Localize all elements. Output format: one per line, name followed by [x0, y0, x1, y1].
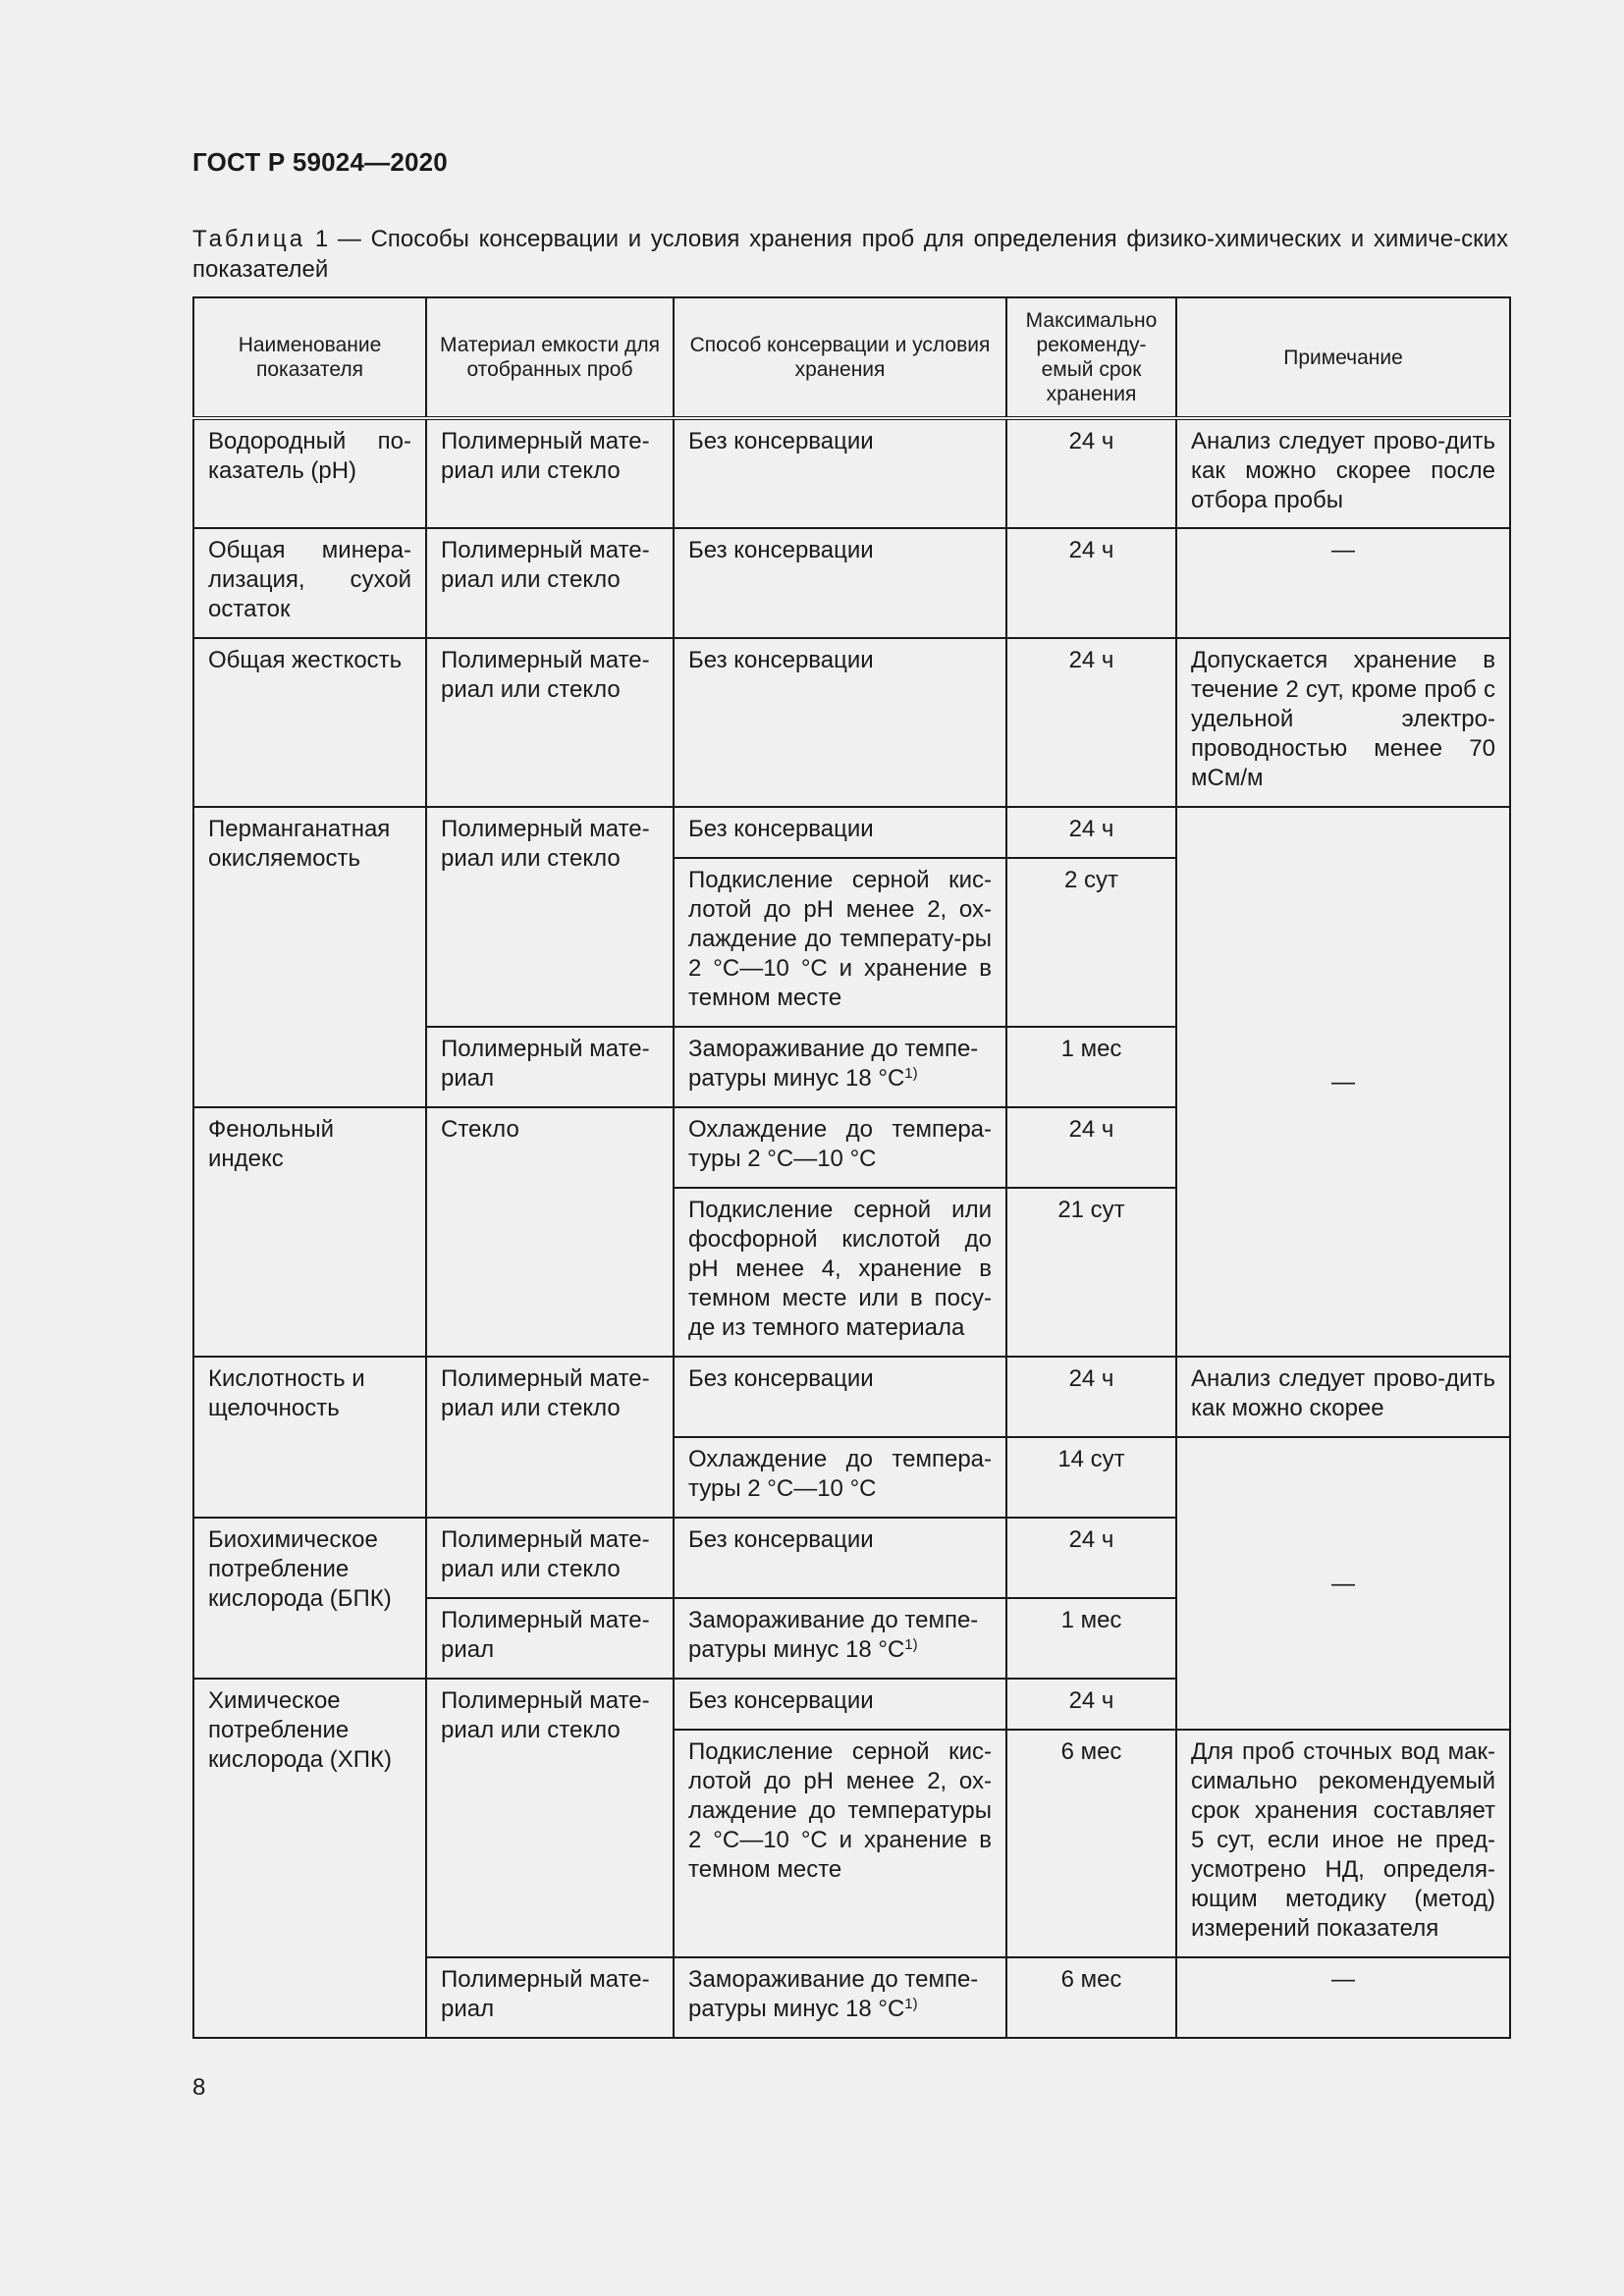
cell-material: Полимерный мате-риал: [426, 1957, 674, 2038]
column-header-method: Способ консервации и условия хранения: [674, 297, 1006, 418]
cell-method: Без консервации: [674, 528, 1006, 638]
cell-term: 24 ч: [1006, 1518, 1176, 1598]
cell-method-text: Замораживание до темпе-ратуры минус 18 °С: [688, 1036, 979, 1092]
cell-term: 24 ч: [1006, 1357, 1176, 1437]
cell-material: Полимерный мате-риал: [426, 1598, 674, 1679]
cell-material: Полимерный мате-риал или стекло: [426, 528, 674, 638]
cell-term: 6 мес: [1006, 1957, 1176, 2038]
cell-method: Без консервации: [674, 418, 1006, 528]
table-caption: [192, 224, 1508, 285]
footnote-ref: 1): [904, 1636, 918, 1653]
table-row: [193, 807, 1510, 858]
preservation-table: [192, 296, 1511, 2039]
cell-note: —: [1176, 1957, 1510, 2038]
cell-material: Полимерный мате-риал или стекло: [426, 807, 674, 1027]
cell-method-text: Замораживание до темпе-ратуры минус 18 °С: [688, 1607, 979, 1663]
cell-method: Подкисление серной кис-лотой до pH менее 2, ох-лаждение до температу-ры 2 °С—10 °С и хранение в темном месте: [674, 858, 1006, 1027]
cell-method: Без консервации: [674, 1679, 1006, 1730]
table-row: [193, 638, 1510, 807]
cell-material: Полимерный мате-риал или стекло: [426, 1679, 674, 1957]
cell-material: Полимерный мате-риал или стекло: [426, 638, 674, 807]
table-caption-label: Таблица: [192, 226, 306, 252]
cell-method: [674, 1598, 1006, 1679]
cell-term: 24 ч: [1006, 1679, 1176, 1730]
cell-note: Для проб сточных вод мак-симально рекомендуемый срок хранения составляет 5 сут, если иное не пред-усмотрено НД, определя-ющим методику (метод) измерений показателя: [1176, 1730, 1510, 1957]
cell-material: Полимерный мате-риал или стекло: [426, 1518, 674, 1598]
cell-note: Анализ следует прово-дить как можно скорее: [1176, 1357, 1510, 1437]
cell-method: [674, 1957, 1006, 2038]
cell-term: 24 ч: [1006, 1107, 1176, 1188]
cell-method: Без консервации: [674, 1518, 1006, 1598]
table-header-row: [193, 297, 1510, 418]
cell-method: Подкисление серной или фосфорной кислотой до pH менее 4, хранение в темном месте или в посу-де из темного материала: [674, 1188, 1006, 1357]
cell-material: Полимерный мате-риал или стекло: [426, 1357, 674, 1518]
cell-term: 21 сут: [1006, 1188, 1176, 1357]
cell-material: Стекло: [426, 1107, 674, 1357]
cell-name: Общая минера-лизация, сухой остаток: [193, 528, 426, 638]
cell-term: 14 сут: [1006, 1437, 1176, 1518]
cell-term: 24 ч: [1006, 807, 1176, 858]
cell-name: Водородный по-казатель (pH): [193, 418, 426, 528]
cell-note: Допускается хранение в течение 2 сут, кроме проб с удельной электро-проводностью менее 70 мСм/м: [1176, 638, 1510, 807]
cell-name: Фенольный индекс: [193, 1107, 426, 1357]
document-title: ГОСТ Р 59024—2020: [192, 147, 448, 177]
table-row: [193, 418, 1510, 528]
footnote-ref: 1): [904, 1996, 918, 2012]
cell-method: Без консервации: [674, 1357, 1006, 1437]
column-header-term: Максимально рекоменду-емый срок хранения: [1006, 297, 1176, 418]
cell-name: Перманганатная окисляемость: [193, 807, 426, 1107]
cell-note: —: [1176, 528, 1510, 638]
table-row: [193, 528, 1510, 638]
cell-name: Общая жесткость: [193, 638, 426, 807]
table-caption-text: 1 — Способы консервации и условия хранения проб для определения физико-химических и химиче-ских показателей: [192, 226, 1508, 283]
cell-name: Кислотность и щелочность: [193, 1357, 426, 1518]
cell-method: Без консервации: [674, 807, 1006, 858]
table-row: [193, 1357, 1510, 1437]
cell-method-text: Замораживание до темпе-ратуры минус 18 °С: [688, 1966, 979, 2022]
column-header-note: Примечание: [1176, 297, 1510, 418]
cell-term: 24 ч: [1006, 418, 1176, 528]
cell-term: 2 сут: [1006, 858, 1176, 1027]
cell-name: Биохимическое потребление кислорода (БПК): [193, 1518, 426, 1679]
cell-term: 1 мес: [1006, 1598, 1176, 1679]
cell-note: Анализ следует прово-дить как можно скорее после отбора пробы: [1176, 418, 1510, 528]
cell-note-shared: —: [1176, 807, 1510, 1357]
page-number: 8: [192, 2074, 206, 2101]
cell-note-shared: —: [1176, 1437, 1510, 1730]
cell-term: 24 ч: [1006, 638, 1176, 807]
cell-method: Подкисление серной кис-лотой до pH менее 2, ох-лаждение до температуры 2 °С—10 °С и хранение в темном месте: [674, 1730, 1006, 1957]
cell-term: 24 ч: [1006, 528, 1176, 638]
column-header-material: Материал емкости для отобранных проб: [426, 297, 674, 418]
column-header-name: Наименование показателя: [193, 297, 426, 418]
cell-term: 1 мес: [1006, 1027, 1176, 1107]
cell-material: Полимерный мате-риал или стекло: [426, 418, 674, 528]
footnote-ref: 1): [904, 1065, 918, 1082]
cell-method: [674, 1027, 1006, 1107]
cell-term: 6 мес: [1006, 1730, 1176, 1957]
cell-name: Химическое потребление кислорода (ХПК): [193, 1679, 426, 2038]
cell-method: Охлаждение до темпера-туры 2 °С—10 °С: [674, 1107, 1006, 1188]
cell-method: Без консервации: [674, 638, 1006, 807]
cell-method: Охлаждение до темпера-туры 2 °С—10 °С: [674, 1437, 1006, 1518]
cell-material: Полимерный мате-риал: [426, 1027, 674, 1107]
